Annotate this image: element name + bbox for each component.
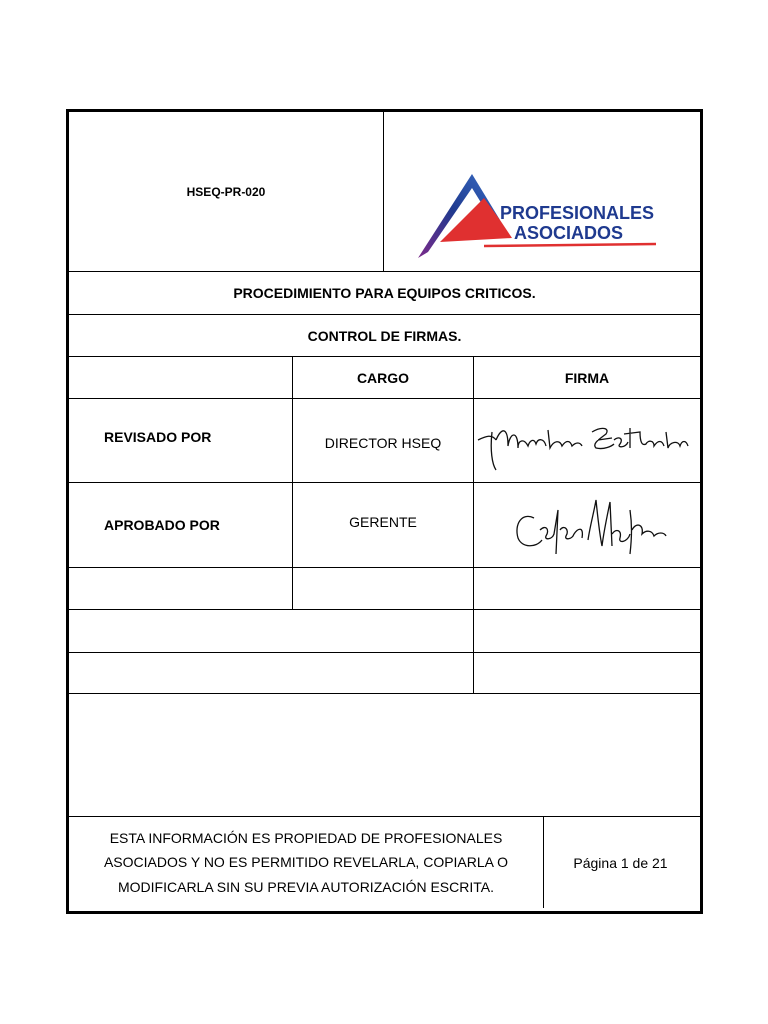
row-divider (69, 693, 700, 694)
col-divider (473, 356, 474, 693)
section-title: CONTROL DE FIRMAS. (307, 327, 462, 344)
notice-line-2: ASOCIADOS Y NO ES PERMITIDO REVELARLA, COPIARLA O (103, 854, 509, 871)
document-code: HSEQ-PR-020 (186, 184, 266, 199)
cargo-gerente: GERENTE (349, 514, 417, 530)
logo-text-line2: ASOCIADOS (514, 223, 624, 243)
row-divider (69, 567, 700, 568)
notice-line-1: ESTA INFORMACIÓN ES PROPIEDAD DE PROFESIONALES (109, 829, 503, 846)
row-label-aprobado: APROBADO POR (104, 517, 220, 533)
row-divider (69, 609, 700, 610)
notice-line-3: MODIFICARLA SIN SU PREVIA AUTORIZACIÓN ESCRITA. (118, 878, 494, 895)
row-divider (69, 652, 700, 653)
signature-reviewer (474, 410, 698, 476)
confidentiality-notice (69, 817, 543, 908)
row-label-revisado: REVISADO POR (104, 429, 212, 445)
header-firma: FIRMA (564, 369, 610, 386)
cargo-director: DIRECTOR HSEQ (324, 434, 442, 451)
document-title: PROCEDIMIENTO PARA EQUIPOS CRITICOS. (233, 285, 536, 301)
signature-approver (500, 490, 680, 564)
page-number: Página 1 de 21 (573, 854, 668, 871)
header-cargo: CARGO (356, 369, 410, 386)
company-logo (384, 112, 697, 271)
logo-text-line1: PROFESIONALES (500, 203, 655, 223)
